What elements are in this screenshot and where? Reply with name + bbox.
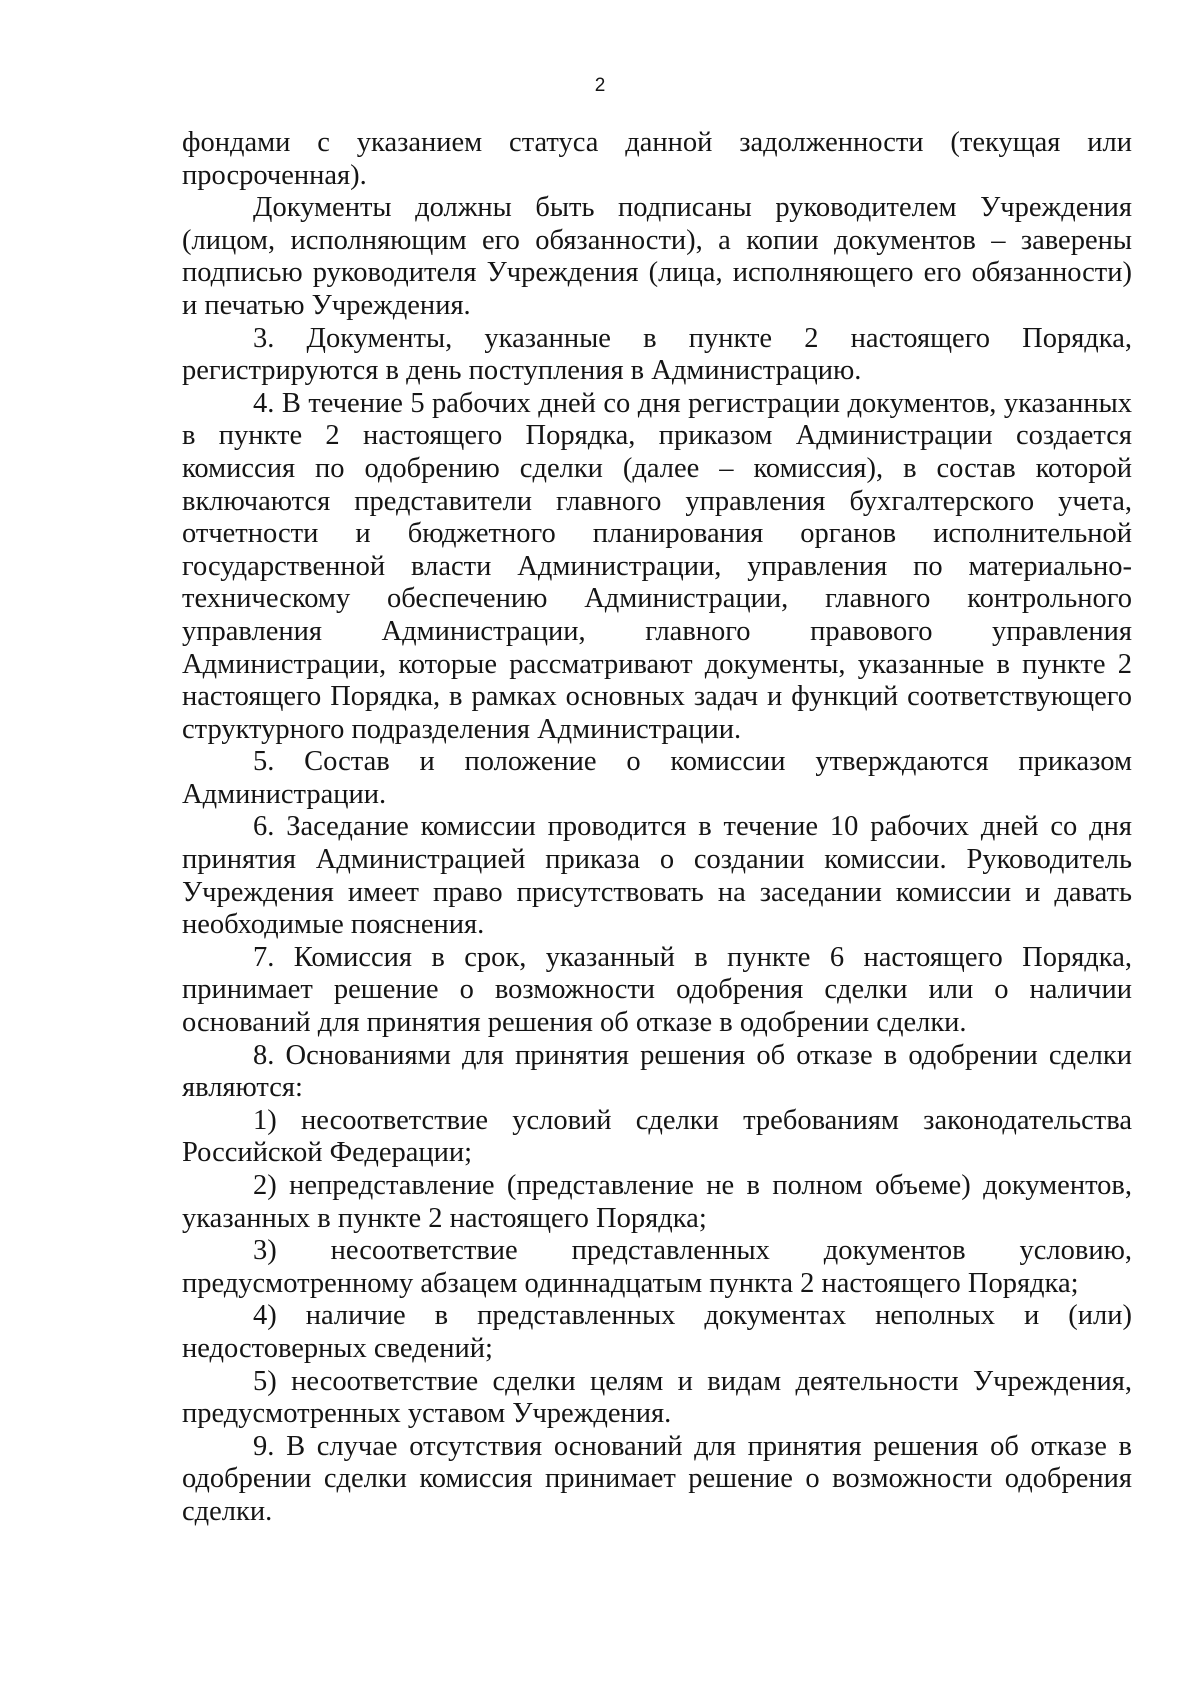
paragraph-item-8: 8. Основаниями для принятия решения об отказе в одобрении сделки являются:: [182, 1039, 1132, 1104]
paragraph-signature-requirements: Документы должны быть подписаны руководителем Учреждения (лицом, исполняющим его обязанности), а копии документов – заверены подписью руководителя Учреждения (лица, исполняющего его обязанности) и печатью Учреждения.: [182, 192, 1132, 321]
list-item-2: 2) непредставление (представление не в полном объеме) документов, указанных в пункте 2 настоящего Порядка;: [182, 1170, 1132, 1234]
list-item-1: 1) несоответствие условий сделки требованиям законодательства Российской Федерации;: [182, 1104, 1132, 1169]
document-body: [182, 127, 1132, 1529]
page-number: 2: [594, 75, 606, 96]
list-item-3: 3) несоответствие представленных документов условию, предусмотренному абзацем одиннадцатым пункта 2 настоящего Порядка;: [182, 1235, 1132, 1299]
paragraph-item-4: 4. В течение 5 рабочих дней со дня регистрации документов, указанных в пункте 2 настоящего Порядка, приказом Администрации создается комиссия по одобрению сделки (далее – комиссия), в состав которой включаются представители главного управления бухгалтерского учета, отчетности и бюджетного планирования органов исполнительной государственной власти Администрации, управления по материально-техническому обеспечению Администрации, главного контрольного управления Администрации, главного правового управления Администрации, которые рассматривают документы, указанные в пункте 2 настоящего Порядка, в рамках основных задач и функций соответствующего структурного подразделения Администрации.: [182, 387, 1132, 745]
paragraph-item-3: 3. Документы, указанные в пункте 2 настоящего Порядка, регистрируются в день поступления в Администрацию.: [182, 322, 1132, 387]
paragraph-item-7: 7. Комиссия в срок, указанный в пункте 6 настоящего Порядка, принимает решение о возможности одобрения сделки или о наличии оснований для принятия решения об отказе в одобрении сделки.: [182, 941, 1132, 1039]
list-item-5: 5) несоответствие сделки целям и видам деятельности Учреждения, предусмотренных уставом Учреждения.: [182, 1365, 1132, 1430]
paragraph-continuation: фондами с указанием статуса данной задолженности (текущая или просроченная).: [182, 127, 1132, 191]
paragraph-item-9: 9. В случае отсутствия оснований для принятия решения об отказе в одобрении сделки комиссия принимает решение о возможности одобрения сделки.: [182, 1430, 1132, 1527]
list-item-4: 4) наличие в представленных документах неполных и (или) недостоверных сведений;: [182, 1300, 1132, 1364]
paragraph-item-6: 6. Заседание комиссии проводится в течение 10 рабочих дней со дня принятия Администрацией приказа о создании комиссии. Руководитель Учреждения имеет право присутствовать на заседании комиссии и давать необходимые пояснения.: [182, 811, 1132, 941]
paragraph-item-5: 5. Состав и положение о комиссии утверждаются приказом Администрации.: [182, 746, 1132, 810]
